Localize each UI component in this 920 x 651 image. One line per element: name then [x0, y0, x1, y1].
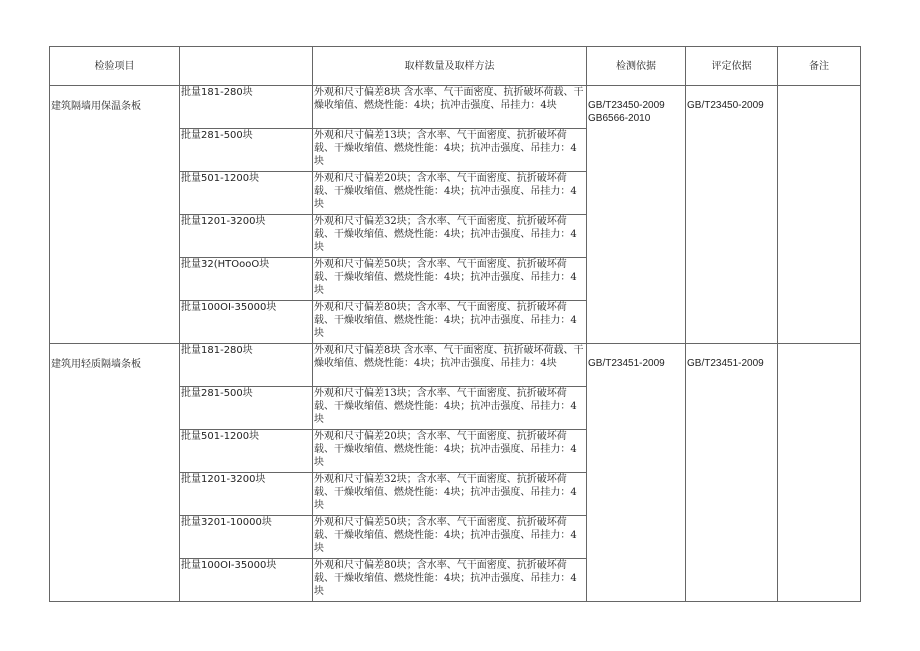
sampling-method: 外观和尺寸偏差8块 含水率、气干面密度、抗折破坏荷载、干燥收缩值、燃烧性能：4块；抗冲击强度、吊挂力：4块: [313, 86, 587, 129]
eval-basis: GB/T23450-2009: [686, 86, 778, 344]
test-basis: [587, 344, 686, 602]
header-basis: 检测依据: [587, 47, 686, 86]
batch-size: 批量181-280块: [180, 86, 313, 129]
sampling-method: 外观和尺寸偏差13块；含水率、气干面密度、抗折破坏荷载、干燥收缩值、燃烧性能：4块；抗冲击强度、吊挂力：4块: [313, 129, 587, 172]
batch-size: 批量281-500块: [180, 129, 313, 172]
header-eval: 评定依据: [686, 47, 778, 86]
header-row: [50, 47, 861, 86]
eval-basis: GB/T23451-2009: [686, 344, 778, 602]
batch-size: 批量1201-3200块: [180, 473, 313, 516]
test-basis-line: GB6566-2010: [588, 113, 651, 124]
header-item: 检验项目: [50, 47, 180, 86]
batch-size: 批量181-280块: [180, 344, 313, 387]
table-row: [50, 344, 861, 387]
sampling-method: 外观和尺寸偏差20块；含水率、气干面密度、抗折破坏荷载、干燥收缩值、燃烧性能：4块；抗冲击强度、吊挂力：4块: [313, 172, 587, 215]
batch-size: 批量501-1200块: [180, 430, 313, 473]
batch-size: 批量1201-3200块: [180, 215, 313, 258]
sampling-table: [49, 46, 861, 602]
note-cell: [778, 86, 861, 344]
sampling-method: 外观和尺寸偏差80块；含水率、气干面密度、抗折破坏荷载、干燥收缩值、燃烧性能：4块；抗冲击强度、吊挂力：4块: [313, 559, 587, 602]
batch-size: 批量100OI-35000块: [180, 301, 313, 344]
header-method: 取样数量及取样方法: [313, 47, 587, 86]
test-basis: [587, 86, 686, 344]
batch-size: 批量100OI-35000块: [180, 559, 313, 602]
sampling-method: 外观和尺寸偏差50块；含水率、气干面密度、抗折破坏荷载、干燥收缩值、燃烧性能：4块；抗冲击强度、吊挂力：4块: [313, 516, 587, 559]
test-basis-line: GB/T23450-2009: [588, 100, 665, 111]
batch-size: 批量281-500块: [180, 387, 313, 430]
header-note: 备注: [778, 47, 861, 86]
sampling-method: 外观和尺寸偏差20块；含水率、气干面密度、抗折破坏荷载、干燥收缩值、燃烧性能：4块；抗冲击强度、吊挂力：4块: [313, 430, 587, 473]
header-batch: [180, 47, 313, 86]
test-basis-line: GB/T23451-2009: [588, 358, 665, 369]
sampling-method: 外观和尺寸偏差13块；含水率、气干面密度、抗折破坏荷载、干燥收缩值、燃烧性能：4块；抗冲击强度、吊挂力：4块: [313, 387, 587, 430]
sampling-method: 外观和尺寸偏差8块 含水率、气干面密度、抗折破坏荷载、干燥收缩值、燃烧性能：4块；抗冲击强度、吊挂力：4块: [313, 344, 587, 387]
sampling-method: 外观和尺寸偏差50块；含水率、气干面密度、抗折破坏荷载、干燥收缩值、燃烧性能：4块；抗冲击强度、吊挂力：4块: [313, 258, 587, 301]
sampling-method: 外观和尺寸偏差80块；含水率、气干面密度、抗折破坏荷载、干燥收缩值、燃烧性能：4块；抗冲击强度、吊挂力：4块: [313, 301, 587, 344]
sampling-method: 外观和尺寸偏差32块；含水率、气干面密度、抗折破坏荷载、干燥收缩值、燃烧性能：4块；抗冲击强度、吊挂力：4块: [313, 215, 587, 258]
batch-size: 批量3201-10000块: [180, 516, 313, 559]
batch-size: 批量501-1200块: [180, 172, 313, 215]
batch-size: 批量32(HTOooO块: [180, 258, 313, 301]
note-cell: [778, 344, 861, 602]
item-name: 建筑用轻质隔墙条板: [50, 344, 180, 602]
table-row: [50, 86, 861, 129]
item-name: 建筑隔墙用保温条板: [50, 86, 180, 344]
sampling-method: 外观和尺寸偏差32块；含水率、气干面密度、抗折破坏荷载、干燥收缩值、燃烧性能：4块；抗冲击强度、吊挂力：4块: [313, 473, 587, 516]
